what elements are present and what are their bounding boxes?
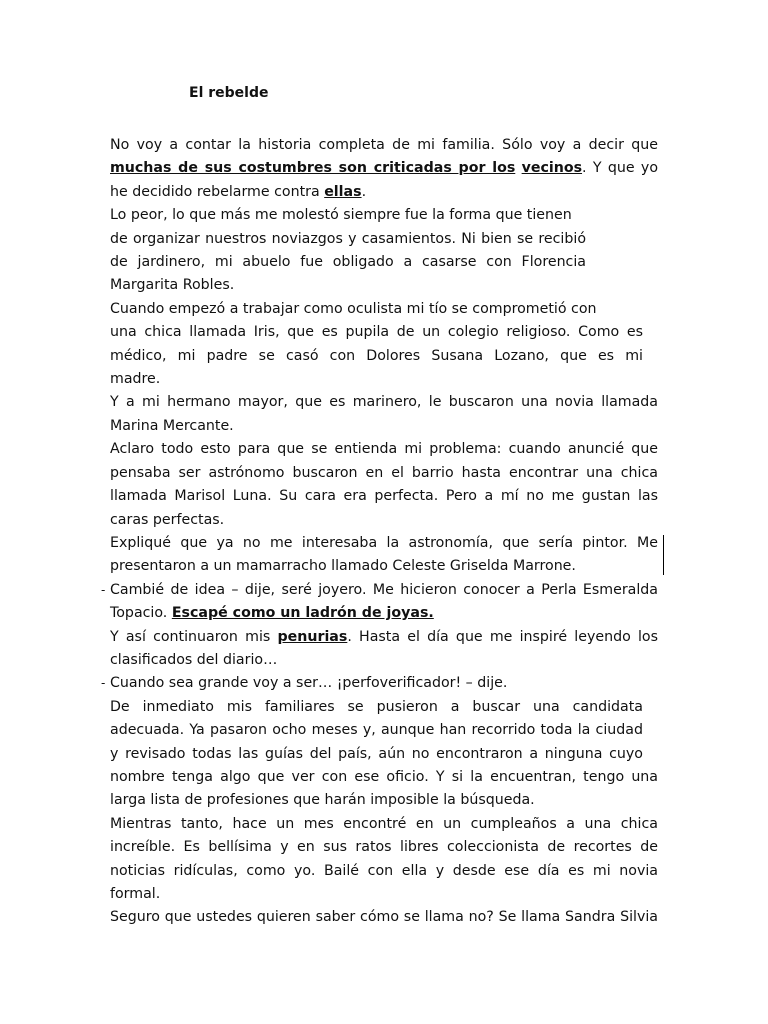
paragraph-10-line-1: De inmediato mis familiares se pusieron a buscar una candidata (110, 698, 643, 715)
dialogue-dash: - (101, 676, 106, 691)
paragraph-1-line-1: No voy a contar la historia completa de mi familia. Sólo voy a decir que (110, 137, 658, 153)
underlined-word-penurias: penurias (277, 628, 348, 645)
underlined-phrase-escape: Escapé como un ladrón de joyas. (171, 605, 434, 622)
paragraph-5-line-2: pensaba ser astrónomo buscaron en el barrio hasta encontrar una chica (110, 464, 658, 481)
paragraph-5-line-1: Aclaro todo esto para que se entienda mi problema: cuando anuncié que (110, 441, 658, 458)
paragraph-4-line-1: Y a mi hermano mayor, que es marinero, le buscaron una novia llamada (110, 394, 658, 411)
paragraph-9 (101, 672, 658, 695)
paragraph-10-line-2: adecuada. Ya pasaron ocho meses y, aunque han recorrido toda la ciudad (110, 722, 643, 739)
paragraph-10-line-3: y revisado todas las guías del país, aún no encontraron a ninguna cuyo (110, 745, 643, 762)
paragraph-11-line-2: increíble. Es bellísima y en sus ratos libres coleccionista de recortes de (110, 839, 658, 856)
paragraph-10 (110, 696, 658, 813)
paragraph-1-line-2 (110, 157, 658, 180)
text-cursor-bar (663, 535, 664, 575)
paragraph-5-line-3: llamada Marisol Luna. Su cara era perfecta. Pero a mí no me gustan las (110, 488, 658, 505)
paragraph-3 (110, 298, 658, 392)
paragraph-9-line-1: Cuando sea grande voy a ser… ¡perfoverificador! – dije. (110, 675, 508, 692)
paragraph-6 (110, 532, 658, 579)
paragraph-6-line-1: Expliqué que ya no me interesaba la astronomía, que sería pintor. Me (110, 534, 658, 551)
paragraph-1 (110, 134, 658, 204)
paragraph-12 (110, 906, 658, 929)
paragraph-3-line-4: madre. (110, 371, 161, 388)
paragraph-3-line-3: médico, mi padre se casó con Dolores Susana Lozano, que es mi (110, 347, 643, 364)
paragraph-12-line-1: Seguro que ustedes quieren saber cómo se llama no? Se llama Sandra Silvia (110, 909, 658, 926)
paragraph-11 (110, 813, 658, 907)
paragraph-1-line-3 (110, 181, 658, 204)
paragraph-8 (110, 626, 658, 673)
paragraph-7 (101, 579, 658, 626)
paragraph-11-line-3: noticias ridículas, como yo. Bailé con ella y desde ese día es mi novia (110, 862, 658, 879)
dialogue-dash: - (101, 582, 106, 597)
paragraph-7-line-1: Cambié de idea – dije, seré joyero. Me hicieron conocer a Perla Esmeralda (110, 581, 658, 598)
document-title: El rebelde (189, 85, 269, 101)
paragraph-10-line-5: larga lista de profesiones que harán imposible la búsqueda. (110, 792, 535, 809)
paragraph-2-line-4: Margarita Robles. (110, 277, 235, 294)
paragraph-2-line-3: de jardinero, mi abuelo fue obligado a casarse con Florencia (110, 254, 586, 271)
paragraph-4 (110, 391, 658, 438)
paragraph-2-line-2: de organizar nuestros noviazgos y casamientos. Ni bien se recibió (110, 230, 586, 247)
underlined-phrase-costumbres: muchas de sus costumbres son criticadas por los (110, 160, 516, 177)
paragraph-7-line-2 (110, 602, 658, 625)
paragraph-11-line-1: Mientras tanto, hace un mes encontré en un cumpleaños a una chica (110, 815, 658, 832)
underlined-word-vecinos: vecinos (521, 160, 583, 177)
story-body (101, 134, 659, 930)
paragraph-5 (110, 438, 658, 532)
paragraph-8-line-2: clasificados del diario… (110, 651, 278, 668)
paragraph-1-line-3-tail: . (361, 183, 367, 200)
paragraph-4-line-2: Marina Mercante. (110, 417, 234, 434)
paragraph-2-line-1: Lo peor, lo que más me molestó siempre fue la forma que tienen (110, 207, 572, 224)
paragraph-8-line-1 (110, 626, 658, 649)
paragraph-1-line-3-head: he decidido rebelarme contra (110, 183, 325, 200)
paragraph-2 (110, 204, 658, 298)
paragraph-8-line-1-tail: . Hasta el día que me inspiré leyendo los (347, 628, 658, 645)
paragraph-6-line-2: presentaron a un mamarracho llamado Celeste Griselda Marrone. (110, 558, 576, 575)
paragraph-3-line-2: una chica llamada Iris, que es pupila de un colegio religioso. Como es (110, 324, 643, 341)
paragraph-3-line-1: Cuando empezó a trabajar como oculista mi tío se comprometió con (110, 300, 597, 317)
paragraph-10-line-4: nombre tenga algo que ver con ese oficio. Y si la encuentran, tengo una (110, 768, 658, 785)
paragraph-8-line-1-head: Y así continuaron mis (110, 628, 278, 645)
paragraph-11-line-4: formal. (110, 886, 161, 902)
underlined-word-ellas: ellas (324, 183, 362, 200)
paragraph-7-line-2-head: Topacio. (110, 605, 172, 622)
paragraph-1-line-2-tail: . Y que yo (582, 160, 659, 177)
paragraph-5-line-4: caras perfectas. (110, 511, 225, 528)
